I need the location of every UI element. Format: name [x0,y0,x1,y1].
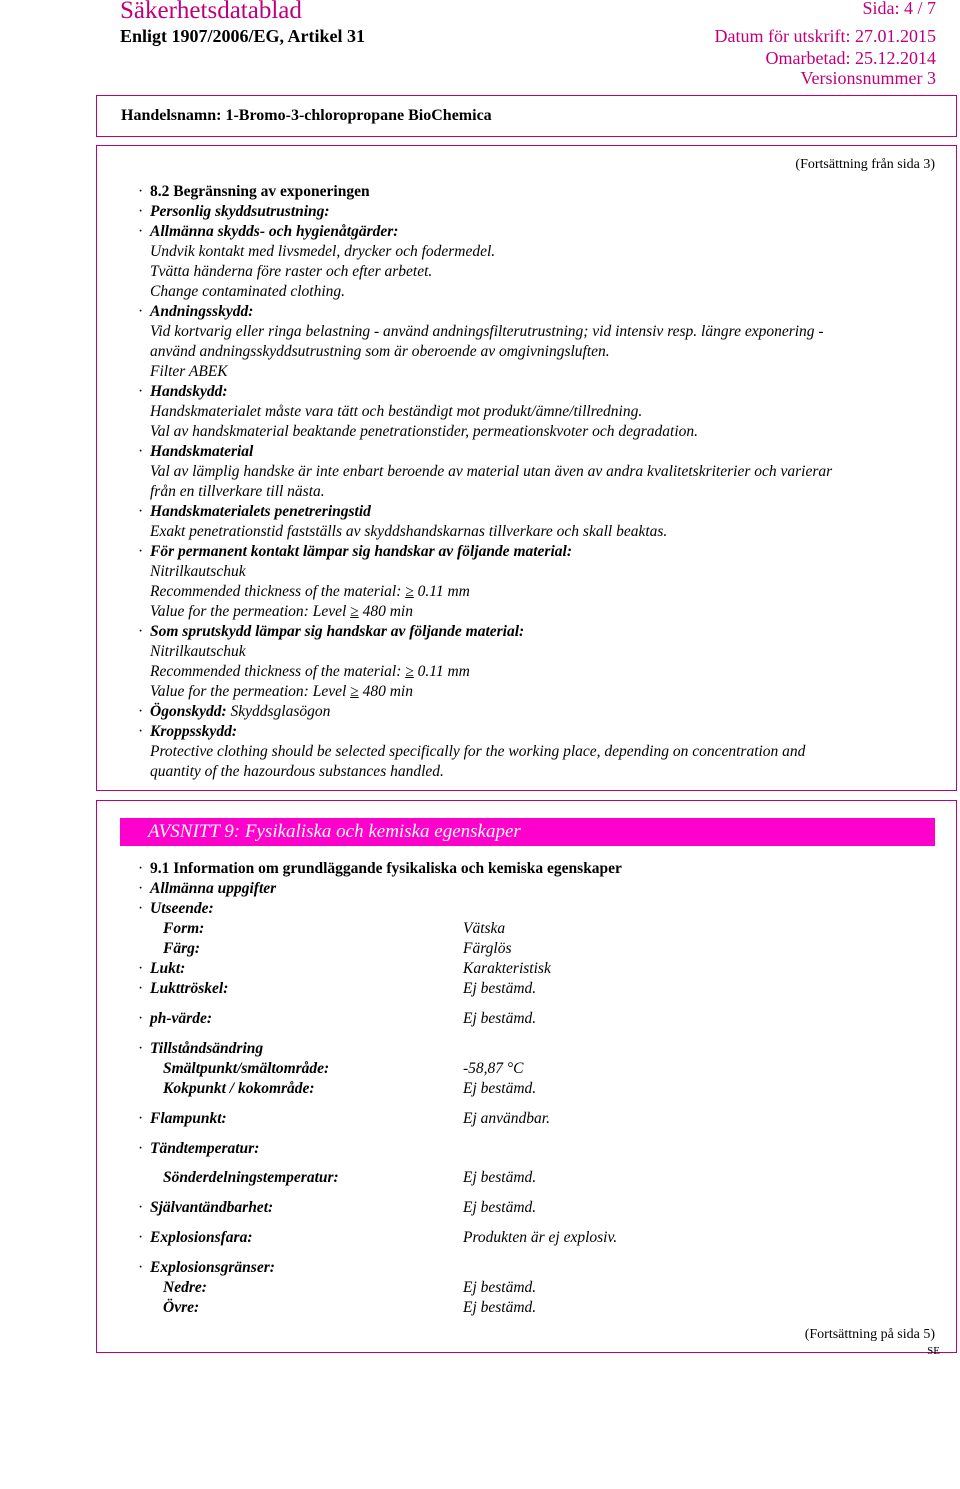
upper-limit-value: Ej bestämd. [463,1299,537,1316]
boiling-point-label: Kokpunkt / kokområde: [163,1080,315,1097]
heading-permanent-contact: För permanent kontakt lämpar sig handskar av följande material: [150,543,572,560]
revised-date: Omarbetad: 25.12.2014 [765,48,936,68]
bullet: · [138,980,144,997]
heading-9-1: 9.1 Information om grundläggande fysikaliska och kemiska egenskaper [150,860,622,877]
material-text-1: Val av lämplig handske är inte enbart beroende av material utan även av andra kvalitetskriterier och varierar [150,463,833,480]
bullet: · [138,503,144,520]
decomposition-temp-label: Sönderdelningstemperatur: [163,1169,339,1186]
heading-body-protection: Kroppsskydd: [150,723,237,740]
odour-label: Lukt: [150,960,186,977]
section-9-banner [120,818,935,846]
heading-respiratory: Andningsskydd: [150,303,254,320]
continued-from: (Fortsättning från sida 3) [795,157,935,172]
page-number: Sida: 4 / 7 [862,0,936,18]
heading-8-2: 8.2 Begränsning av exponeringen [150,183,370,200]
heading-hand-protection: Handskydd: [150,383,228,400]
ge-symbol: ≥ [350,603,359,620]
print-date: Datum för utskrift: 27.01.2015 [714,26,936,46]
appearance-label: Utseende: [150,900,214,917]
heading-penetration-time: Handskmaterialets penetreringstid [150,503,371,520]
state-change-label: Tillståndsändring [150,1040,264,1057]
heading-splash-protection: Som sprutskydd lämpar sig handskar av följande material: [150,623,525,640]
regulation-reference: Enligt 1907/2006/EG, Artikel 31 [120,26,366,46]
boiling-point-value: Ej bestämd. [463,1080,537,1097]
explosion-hazard-value: Produkten är ej explosiv. [463,1229,618,1246]
bullet: · [138,1140,144,1157]
bullet: · [138,1010,144,1027]
ignition-temp-label: Tändtemperatur: [150,1140,260,1157]
section-9-title: AVSNITT 9: Fysikaliska och kemiska egenskaper [148,821,521,842]
explosion-hazard-label: Explosionsfara: [150,1229,253,1246]
bullet: · [138,223,144,240]
odour-value: Karakteristisk [463,960,551,977]
explosion-limits-label: Explosionsgränser: [150,1259,275,1276]
bullet: · [138,183,144,200]
penetration-text: Exakt penetrationstid fastställs av skyddshandskarnas tillverkare och skall beaktas. [150,523,668,540]
permanent-permeation: Value for the permeation: Level ≥ 480 min [150,603,413,620]
ph-value: Ej bestämd. [463,1010,537,1027]
bullet: · [138,303,144,320]
bullet: · [138,1199,144,1216]
ge-symbol: ≥ [405,583,414,600]
form-value: Vätska [463,920,506,937]
permanent-thickness: Recommended thickness of the material: ≥ 0.11 mm [150,583,470,600]
general-text-1: Undvik kontakt med livsmedel, drycker och fodermedel. [150,243,496,260]
bullet: · [138,383,144,400]
bullet: · [138,880,144,897]
self-ignition-value: Ej bestämd. [463,1199,537,1216]
heading-general-measures: Allmänna skydds- och hygienåtgärder: [150,223,399,240]
heading-personal-protection: Personlig skyddsutrustning: [150,203,330,220]
decomposition-temp-value: Ej bestämd. [463,1169,537,1186]
upper-limit-label: Övre: [163,1299,200,1316]
version-number: Versionsnummer 3 [800,68,936,88]
general-text-2: Tvätta händerna före raster och efter arbetet. [150,263,433,280]
respiratory-text-2: använd andningsskyddsutrustning som är oberoende av omgivningsluften. [150,343,610,360]
bullet: · [138,203,144,220]
heading-general-info: Allmänna uppgifter [150,880,277,897]
bullet: · [138,1110,144,1127]
melting-point-value: -58,87 °C [463,1060,524,1077]
continued-on: (Fortsättning på sida 5) [804,1327,935,1342]
heading-glove-material: Handskmaterial [150,443,254,460]
bullet: · [138,443,144,460]
document-title: Säkerhetsdatablad [120,0,302,24]
hand-text-1: Handskmaterialet måste vara tätt och beständigt mot produkt/ämne/tillredning. [150,403,643,420]
odour-threshold-value: Ej bestämd. [463,980,537,997]
bullet: · [138,1040,144,1057]
colour-value: Färglös [463,940,512,957]
ph-label: ph-värde: [150,1010,212,1027]
bullet: · [138,1229,144,1246]
permanent-material: Nitrilkautschuk [150,563,246,580]
splash-permeation: Value for the permeation: Level ≥ 480 min [150,683,413,700]
eye-protection: Ögonskydd: Skyddsglasögon [150,703,331,720]
bullet: · [138,1259,144,1276]
bullet: · [138,900,144,917]
flash-point-label: Flampunkt: [150,1110,227,1127]
trade-name: Handelsnamn: 1-Bromo-3-chloropropane BioChemica [121,107,492,124]
splash-material: Nitrilkautschuk [150,643,246,660]
form-label: Form: [163,920,205,937]
hand-text-2: Val av handskmaterial beaktande penetrationstider, permeationskvoter och degradation. [150,423,699,440]
bullet: · [138,623,144,640]
general-text-3: Change contaminated clothing. [150,283,346,300]
trade-name-box [96,95,957,137]
body-text-2: quantity of the hazourdous substances handled. [150,763,444,780]
bullet: · [138,723,144,740]
body-text-1: Protective clothing should be selected specifically for the working place, depending on concentration and [150,743,806,760]
bullet: · [138,960,144,977]
ge-symbol: ≥ [405,663,414,680]
splash-thickness: Recommended thickness of the material: ≥ 0.11 mm [150,663,470,680]
bullet: · [138,703,144,720]
bullet: · [138,860,144,877]
material-text-2: från en tillverkare till nästa. [150,483,325,500]
ge-symbol: ≥ [350,683,359,700]
respiratory-filter: Filter ABEK [150,363,228,380]
colour-label: Färg: [163,940,201,957]
lower-limit-label: Nedre: [163,1279,207,1296]
bullet: · [138,543,144,560]
lower-limit-value: Ej bestämd. [463,1279,537,1296]
self-ignition-label: Självantändbarhet: [150,1199,274,1216]
melting-point-label: Smältpunkt/smältområde: [163,1060,330,1077]
odour-threshold-label: Lukttröskel: [150,980,229,997]
language-code: SE [927,1345,940,1357]
respiratory-text-1: Vid kortvarig eller ringa belastning - använd andningsfilterutrustning; vid intensiv resp. längre exponering - [150,323,824,340]
document-header [0,0,960,96]
flash-point-value: Ej användbar. [463,1110,550,1127]
